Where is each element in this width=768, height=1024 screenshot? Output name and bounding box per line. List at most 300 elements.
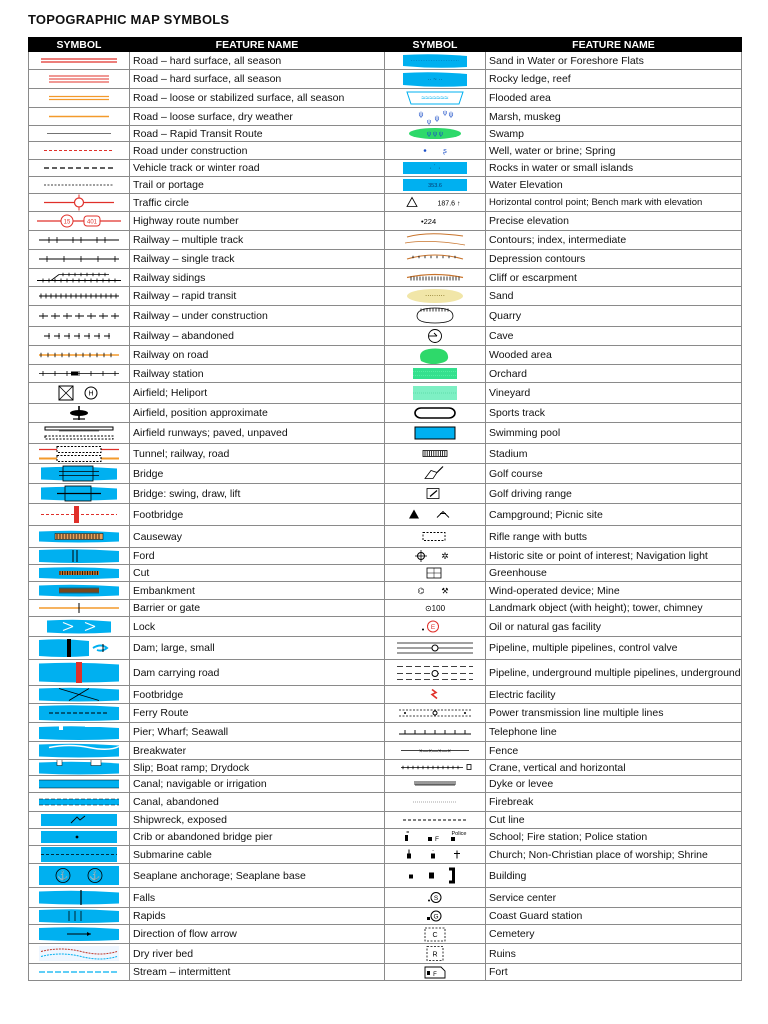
feature-name: Road – loose surface, dry weather: [130, 108, 385, 126]
coast-guard-icon: [385, 908, 485, 924]
railway-multiple-track-icon: [29, 231, 129, 249]
well-spring-icon: [385, 142, 485, 159]
symbol-cell: [29, 846, 130, 864]
symbol-cell: [385, 52, 486, 70]
symbol-cell: [385, 793, 486, 812]
symbol-cell: [29, 704, 130, 723]
sand-icon: [385, 287, 485, 305]
ford-icon: [29, 548, 129, 564]
symbol-cell: [29, 365, 130, 383]
symbol-cell: [29, 212, 130, 231]
feature-name: Cemetery: [486, 925, 742, 944]
table-row: [29, 660, 742, 686]
symbol-cell: [385, 212, 486, 231]
symbol-cell: [385, 269, 486, 287]
stadium-icon: [385, 444, 485, 463]
rocky-ledge-icon: [385, 70, 485, 88]
svg-text:187.6 ↑: 187.6 ↑: [437, 200, 461, 208]
table-row: [29, 812, 742, 829]
page-title: TOPOGRAPHIC MAP SYMBOLS: [28, 12, 230, 27]
cliff-icon: [385, 269, 485, 286]
dry-river-bed-icon: [29, 944, 129, 963]
svg-text:ψ: ψ: [434, 115, 440, 123]
campground-icon: [385, 504, 485, 525]
feature-name: Causeway: [130, 526, 385, 548]
ferry-route-icon: [29, 704, 129, 722]
symbol-cell: [29, 760, 130, 776]
red-wide-road-icon: [29, 70, 129, 88]
table-row: [29, 250, 742, 269]
feature-name: Rocky ledge, reef: [486, 70, 742, 89]
svg-text:×—×—×—×: ×—×—×—×: [418, 749, 452, 755]
traffic-circle-icon: [29, 194, 129, 211]
feature-name: Airfield runways; paved, unpaved: [130, 423, 385, 444]
symbol-cell: [385, 723, 486, 742]
airfield-runways-icon: [29, 423, 129, 443]
orange-single-line-road-icon: [29, 108, 129, 125]
symbol-cell: [29, 287, 130, 306]
symbol-cell: [385, 846, 486, 864]
table-row: [29, 327, 742, 346]
svg-text:ψ: ψ: [418, 111, 424, 119]
feature-name: Railway – under construction: [130, 306, 385, 327]
svg-text:⌬: ⌬: [417, 586, 425, 596]
table-row: [29, 925, 742, 944]
feature-name: Seaplane anchorage; Seaplane base: [130, 864, 385, 888]
marsh-icon: [385, 108, 485, 125]
symbol-cell: [385, 660, 486, 686]
feature-name: Contours; index, intermediate: [486, 231, 742, 250]
symbol-cell: [385, 944, 486, 964]
table-row: [29, 723, 742, 742]
airfield-approximate-icon: [29, 404, 129, 422]
table-row: [29, 484, 742, 504]
greenhouse-icon: [385, 565, 485, 581]
flow-arrow-icon: [29, 925, 129, 943]
table-row: [29, 776, 742, 793]
flooded-area-icon: [385, 89, 485, 107]
symbol-cell: [29, 812, 130, 829]
table-row: [29, 126, 742, 142]
feature-name: Dyke or levee: [486, 776, 742, 793]
feature-name: Railway station: [130, 365, 385, 383]
feature-name: Power transmission line multiple lines: [486, 704, 742, 723]
svg-text:·: ·: [431, 847, 435, 855]
landmark-icon: [385, 600, 485, 616]
feature-name: Railway sidings: [130, 269, 385, 287]
feature-name: Breakwater: [130, 742, 385, 760]
symbol-cell: [385, 812, 486, 829]
symbol-cell: [29, 383, 130, 404]
symbol-cell: [385, 89, 486, 108]
feature-name: Traffic circle: [130, 194, 385, 212]
feature-name: Pier; Wharf; Seawall: [130, 723, 385, 742]
symbol-cell: [29, 548, 130, 565]
symbol-cell: [385, 177, 486, 194]
feature-name: Railway – multiple track: [130, 231, 385, 250]
table-row: [29, 548, 742, 565]
svg-text:ψ: ψ: [448, 111, 454, 119]
feature-name: Marsh, muskeg: [486, 108, 742, 126]
table-row: [29, 617, 742, 637]
symbol-cell: [385, 306, 486, 327]
symbol-cell: [385, 617, 486, 637]
svg-text:· ˙ ·: · ˙ ·: [429, 165, 441, 172]
quarry-icon: [385, 306, 485, 326]
contours-icon: [385, 231, 485, 249]
fence-icon: [385, 742, 485, 759]
feature-name: Sand: [486, 287, 742, 306]
feature-name: Road – Rapid Transit Route: [130, 126, 385, 142]
lock-icon: [29, 617, 129, 636]
feature-name: Service center: [486, 888, 742, 908]
symbol-cell: [385, 194, 486, 212]
symbol-cell: [385, 327, 486, 346]
svg-text:•224: •224: [421, 217, 437, 226]
svg-text:⚓: ⚓: [57, 870, 69, 881]
table-row: [29, 760, 742, 776]
symbol-cell: [29, 504, 130, 526]
symbol-cell: [385, 346, 486, 365]
wooded-area-icon: [385, 346, 485, 364]
symbol-cell: [29, 464, 130, 484]
table-row: [29, 504, 742, 526]
svg-text:R: R: [432, 951, 438, 959]
symbol-cell: [29, 617, 130, 637]
feature-name: Railway – single track: [130, 250, 385, 269]
symbol-cell: [29, 269, 130, 287]
symbol-cell: [385, 383, 486, 404]
barrier-gate-icon: [29, 600, 129, 616]
feature-name: Fence: [486, 742, 742, 760]
symbol-cell: [385, 600, 486, 617]
service-center-icon: [385, 888, 485, 907]
railway-single-track-icon: [29, 250, 129, 268]
fort-icon: [385, 964, 485, 980]
symbol-cell: [385, 637, 486, 660]
ruins-icon: [385, 944, 485, 963]
feature-name: Footbridge: [130, 504, 385, 526]
feature-name: Airfield; Heliport: [130, 383, 385, 404]
feature-name: Dam; large, small: [130, 637, 385, 660]
feature-name: Swimming pool: [486, 423, 742, 444]
svg-text:ψ: ψ: [426, 119, 432, 125]
breakwater-icon: [29, 742, 129, 759]
feature-name: Firebreak: [486, 793, 742, 812]
svg-text:Police: Police: [451, 831, 467, 837]
symbol-cell: [29, 600, 130, 617]
feature-name: Quarry: [486, 306, 742, 327]
symbol-cell: [385, 287, 486, 306]
table-row: [29, 212, 742, 231]
symbol-cell: [29, 793, 130, 812]
symbol-cell: [385, 160, 486, 177]
feature-name: Cave: [486, 327, 742, 346]
feature-name: Fort: [486, 964, 742, 981]
symbol-cell: [29, 306, 130, 327]
table-row: [29, 888, 742, 908]
precise-elevation-icon: [385, 212, 485, 230]
symbol-cell: [29, 582, 130, 600]
symbol-cell: [29, 526, 130, 548]
feature-name: Crib or abandoned bridge pier: [130, 829, 385, 846]
table-row: [29, 383, 742, 404]
symbol-cell: [29, 142, 130, 160]
embankment-icon: [29, 582, 129, 599]
pipeline-underground-icon: [385, 660, 485, 685]
feature-name: Coast Guard station: [486, 908, 742, 925]
feature-name: Wind-operated device; Mine: [486, 582, 742, 600]
feature-name: Sports track: [486, 404, 742, 423]
feature-name: Water Elevation: [486, 177, 742, 194]
svg-text:ψ: ψ: [442, 110, 448, 117]
symbol-cell: [29, 231, 130, 250]
symbol-cell: [385, 686, 486, 704]
feature-name: Cliff or escarpment: [486, 269, 742, 287]
table-row: [29, 287, 742, 306]
dashed-red-road-icon: [29, 142, 129, 159]
symbol-cell: [385, 70, 486, 89]
symbol-cell: [29, 444, 130, 464]
feature-name: Oil or natural gas facility: [486, 617, 742, 637]
thin-line-road-icon: [29, 126, 129, 141]
symbol-cell: [29, 89, 130, 108]
table-row: [29, 742, 742, 760]
table-row: [29, 423, 742, 444]
symbol-cell: [29, 888, 130, 908]
historic-site-icon: [385, 548, 485, 564]
svg-text:⋅⋅⋅⋅⋅⋅⋅⋅⋅: ⋅⋅⋅⋅⋅⋅⋅⋅⋅: [424, 293, 446, 300]
feature-name: Dry river bed: [130, 944, 385, 964]
symbol-cell: [29, 484, 130, 504]
table-row: [29, 177, 742, 194]
symbol-cell: [29, 776, 130, 793]
symbol-cell: [385, 126, 486, 142]
cut-line-icon: [385, 812, 485, 828]
tunnel-icon: [29, 444, 129, 463]
feature-name: School; Fire station; Police station: [486, 829, 742, 846]
symbol-cell: [29, 160, 130, 177]
feature-name: Canal; navigable or irrigation: [130, 776, 385, 793]
svg-text:F: F: [433, 972, 437, 978]
symbol-cell: [29, 52, 130, 70]
oil-gas-facility-icon: [385, 617, 485, 636]
feature-name: Trail or portage: [130, 177, 385, 194]
feature-name: Airfield, position approximate: [130, 404, 385, 423]
feature-name: Church; Non-Christian place of worship; Shrine: [486, 846, 742, 864]
feature-name: Railway on road: [130, 346, 385, 365]
symbol-cell: [385, 925, 486, 944]
dam-icon: [29, 637, 129, 659]
symbol-cell: [385, 888, 486, 908]
table-row: [29, 70, 742, 89]
feature-name: Electric facility: [486, 686, 742, 704]
feature-name: Road under construction: [130, 142, 385, 160]
feature-name: Pipeline, underground multiple pipelines, underground: [486, 660, 742, 686]
symbol-cell: [385, 365, 486, 383]
symbol-cell: [385, 776, 486, 793]
shipwreck-icon: [29, 812, 129, 828]
railway-station-icon: [29, 365, 129, 382]
rifle-range-icon: [385, 526, 485, 547]
orange-double-line-road-icon: [29, 89, 129, 107]
symbol-cell: [29, 686, 130, 704]
symbol-cell: [385, 760, 486, 776]
feature-name: Bridge: [130, 464, 385, 484]
table-row: [29, 908, 742, 925]
table-row: [29, 231, 742, 250]
railway-abandoned-icon: [29, 327, 129, 345]
intermittent-stream-icon: [29, 964, 129, 980]
feature-name: Well, water or brine; Spring: [486, 142, 742, 160]
symbol-cell: [385, 829, 486, 846]
symbol-cell: [385, 704, 486, 723]
symbol-cell: [385, 504, 486, 526]
table-row: [29, 108, 742, 126]
railway-sidings-icon: [29, 269, 129, 286]
feature-name: Depression contours: [486, 250, 742, 269]
feature-name: Rifle range with butts: [486, 526, 742, 548]
svg-text:·· ~ ··: ·· ~ ··: [427, 77, 443, 83]
svg-text:G: G: [433, 913, 439, 921]
svg-text:⚒: ⚒: [441, 586, 449, 596]
telephone-line-icon: [385, 723, 485, 741]
feature-name: Precise elevation: [486, 212, 742, 231]
feature-name: Swamp: [486, 126, 742, 142]
feature-name: Historic site or point of interest; Navigation light: [486, 548, 742, 565]
water-footbridge-icon: [29, 686, 129, 703]
svg-text:✲: ✲: [441, 551, 449, 561]
feature-name: Embankment: [130, 582, 385, 600]
symbol-cell: [29, 925, 130, 944]
feature-name: Highway route number: [130, 212, 385, 231]
table-row: [29, 846, 742, 864]
table-row: [29, 404, 742, 423]
rocks-in-water-icon: [385, 160, 485, 176]
pier-wharf-icon: [29, 723, 129, 741]
table-row: [29, 444, 742, 464]
symbol-cell: [385, 484, 486, 504]
water-elevation-icon: [385, 177, 485, 193]
feature-name: Lock: [130, 617, 385, 637]
symbol-cell: [385, 250, 486, 269]
swamp-icon: [385, 126, 485, 141]
symbol-cell: [385, 964, 486, 981]
seaplane-anchorage-icon: [29, 864, 129, 887]
svg-text:E: E: [430, 624, 436, 631]
control-point-icon: [385, 194, 485, 211]
feature-name: Slip; Boat ramp; Drydock: [130, 760, 385, 776]
symbol-cell: [385, 526, 486, 548]
feature-name: Road – hard surface, all season: [130, 52, 385, 70]
feature-name: Building: [486, 864, 742, 888]
firebreak-icon: [385, 793, 485, 811]
canal-abandoned-icon: [29, 793, 129, 811]
footbridge-icon: [29, 504, 129, 525]
feature-name: Footbridge: [130, 686, 385, 704]
feature-name: Rapids: [130, 908, 385, 925]
symbol-cell: [29, 70, 130, 89]
symbol-cell: [385, 464, 486, 484]
feature-name-header: FEATURE NAME: [130, 38, 385, 52]
crib-icon: [29, 829, 129, 845]
svg-text:C: C: [432, 932, 438, 939]
falls-icon: [29, 888, 129, 907]
svg-text:≈≈≈≈≈≈≈: ≈≈≈≈≈≈≈: [421, 95, 449, 102]
feature-name: Shipwreck, exposed: [130, 812, 385, 829]
feature-name: Sand in Water or Foreshore Flats: [486, 52, 742, 70]
feature-name: Stadium: [486, 444, 742, 464]
table-row: [29, 269, 742, 287]
feature-name: Ferry Route: [130, 704, 385, 723]
dam-carrying-road-icon: [29, 660, 129, 685]
railway-under-construction-icon: [29, 306, 129, 326]
depression-contours-icon: [385, 250, 485, 268]
table-row: [29, 365, 742, 383]
golf-course-icon: [385, 464, 485, 483]
symbol-cell: [29, 964, 130, 981]
table-row: [29, 864, 742, 888]
table-row: [29, 52, 742, 70]
symbol-cell: [29, 637, 130, 660]
svg-text:15: 15: [63, 219, 71, 226]
symbols-table: [28, 37, 742, 981]
feature-name: Telephone line: [486, 723, 742, 742]
table-header-row: [29, 38, 742, 52]
symbol-cell: [385, 864, 486, 888]
table-row: [29, 464, 742, 484]
electric-facility-icon: [385, 686, 485, 703]
feature-name: Barrier or gate: [130, 600, 385, 617]
orchard-icon: [385, 365, 485, 382]
feature-name: Cut: [130, 565, 385, 582]
pipeline-icon: [385, 637, 485, 659]
symbol-cell: [385, 231, 486, 250]
bridge-swing-icon: [29, 484, 129, 503]
feature-name: Ruins: [486, 944, 742, 964]
cut-icon: [29, 565, 129, 581]
symbol-header: SYMBOL: [29, 38, 130, 52]
submarine-cable-icon: [29, 846, 129, 863]
golf-driving-range-icon: [385, 484, 485, 503]
symbol-cell: [29, 864, 130, 888]
feature-name: Stream – intermittent: [130, 964, 385, 981]
svg-text:353.6: 353.6: [428, 183, 442, 189]
symbol-cell: [29, 829, 130, 846]
feature-name: Crane, vertical and horizontal: [486, 760, 742, 776]
feature-name: Cut line: [486, 812, 742, 829]
table-row: [29, 160, 742, 177]
svg-text:H: H: [88, 390, 94, 398]
feature-name: Tunnel; railway, road: [130, 444, 385, 464]
feature-name: Golf course: [486, 464, 742, 484]
dotted-trail-icon: [29, 177, 129, 193]
symbol-cell: [29, 346, 130, 365]
table-row: [29, 565, 742, 582]
feature-name: Rocks in water or small islands: [486, 160, 742, 177]
symbol-cell: [29, 660, 130, 686]
feature-name: Horizontal control point; Bench mark with elevation: [486, 194, 742, 212]
canal-icon: [29, 776, 129, 792]
feature-name: Road – hard surface, all season: [130, 70, 385, 89]
symbol-cell: [385, 548, 486, 565]
feature-name: Vehicle track or winter road: [130, 160, 385, 177]
feature-name: Greenhouse: [486, 565, 742, 582]
symbol-cell: [385, 444, 486, 464]
symbol-cell: [385, 582, 486, 600]
feature-name: Ford: [130, 548, 385, 565]
church-icon: [385, 846, 485, 863]
